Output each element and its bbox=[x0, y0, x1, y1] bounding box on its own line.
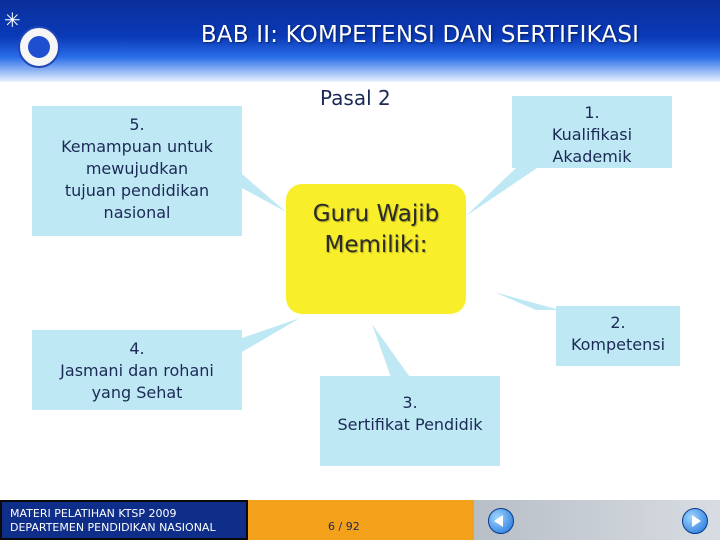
footer-page-area bbox=[248, 500, 474, 540]
pointer-item2 bbox=[494, 292, 560, 310]
play-forward-icon bbox=[692, 515, 701, 527]
callout-item4 bbox=[32, 330, 242, 410]
center-text bbox=[286, 199, 466, 261]
item5-line3: tujuan pendidikan bbox=[64, 181, 210, 200]
item4-line1: Jasmani dan rohani bbox=[60, 361, 214, 380]
center-line2: Memiliki: bbox=[324, 232, 428, 258]
item3-number: 3. bbox=[402, 393, 418, 412]
pointer-item4 bbox=[242, 318, 300, 352]
item1-line2: Akademik bbox=[552, 147, 632, 166]
item2-line1: Kompetensi bbox=[570, 335, 666, 354]
prev-slide-button[interactable] bbox=[488, 508, 514, 534]
footer-credit bbox=[0, 500, 248, 540]
pasal-label: Pasal 2 bbox=[320, 86, 391, 110]
item5-number: 5. bbox=[129, 115, 145, 134]
next-slide-button[interactable] bbox=[682, 508, 708, 534]
item5-line2: mewujudkan bbox=[85, 159, 189, 178]
pointer-item1 bbox=[466, 166, 540, 216]
item4-line2: yang Sehat bbox=[91, 383, 183, 402]
callout-item5 bbox=[32, 106, 242, 236]
center-box bbox=[286, 184, 466, 314]
play-back-icon bbox=[494, 515, 503, 527]
item5-line1: Kemampuan untuk bbox=[61, 137, 213, 156]
callout-item1 bbox=[512, 96, 672, 168]
item2-number: 2. bbox=[610, 313, 626, 332]
pointer-item3 bbox=[372, 324, 412, 380]
pointer-item5 bbox=[242, 174, 286, 212]
star-icon: ✳ bbox=[4, 8, 21, 32]
footer-line2: DEPARTEMEN PENDIDIKAN NASIONAL bbox=[10, 521, 216, 534]
callout-item2 bbox=[556, 306, 680, 366]
item1-number: 1. bbox=[584, 103, 600, 122]
footer-line1: MATERI PELATIHAN KTSP 2009 bbox=[10, 507, 177, 520]
item4-number: 4. bbox=[129, 339, 145, 358]
item5-line4: nasional bbox=[103, 203, 171, 222]
center-line1: Guru Wajib bbox=[312, 201, 440, 227]
page-number: 6 / 92 bbox=[328, 520, 360, 533]
callout-item3 bbox=[320, 376, 500, 466]
item1-line1: Kualifikasi bbox=[551, 125, 633, 144]
footer-nav-area bbox=[474, 500, 720, 540]
slide-title: BAB II: KOMPETENSI DAN SERTIFIKASI bbox=[200, 22, 640, 48]
item3-line1: Sertifikat Pendidik bbox=[337, 415, 483, 434]
